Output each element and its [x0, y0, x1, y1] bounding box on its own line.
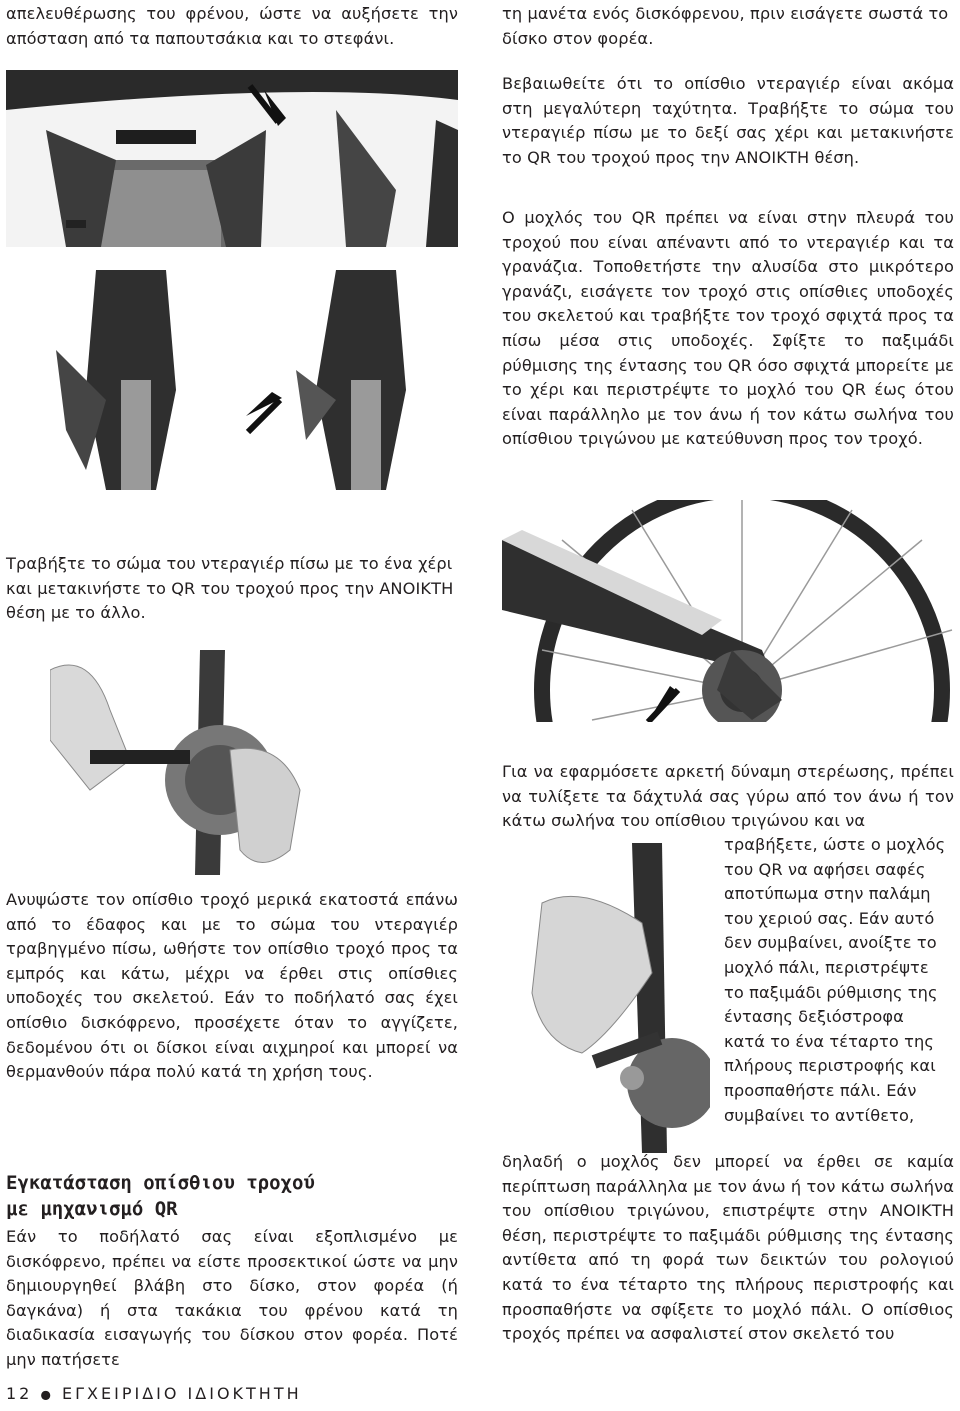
force-side-line: έντασης δεξιόστροφα: [724, 1007, 904, 1027]
force-side-text: [724, 833, 956, 1128]
footer-title: ΕΓΧΕΙΡΙΔΙΟ ΙΔΙΟΚΤΗΤΗ: [62, 1384, 302, 1403]
bullet-separator: ●: [40, 1387, 54, 1402]
force-side-line: το παξιμάδι ρύθμισης της: [724, 982, 938, 1002]
photo-v-brake-release: [6, 70, 458, 247]
page-number: 12: [6, 1384, 33, 1403]
force-side-line: πλήρους περιστροφής και: [724, 1056, 936, 1076]
right-top-text: τη μανέτα ενός δισκόφρενου, πριν εισάγετε σωστά το δίσκο στον φορέα.: [502, 4, 949, 48]
page-footer: [6, 1384, 302, 1403]
photo-hand-qr: [502, 843, 710, 1153]
force-side-line: αποτύπωμα στην παλάμη: [724, 884, 931, 904]
caption-pull-qr: Τραβήξτε το σώμα του ντεραγιέρ πίσω με το ένα χέρι και μετακινήστε το QR του τροχού προς την ΑΝΟΙΚΤΗ θέση με το άλλο.: [6, 554, 454, 623]
section-heading: [6, 1170, 315, 1222]
force-side-line: δεν συμβαίνει, ανοίξτε το: [724, 933, 937, 953]
derailleur-text: Βεβαιωθείτε ότι το οπίσθιο ντεραγιέρ είναι ακόμα στη μεγαλύτερη ταχύτητα. Τραβήξτε το σώμα του ντεραγιέρ πίσω με το δεξί σας χέρι και μετακινήστε το QR του τροχού προς την ΑΝΟΙΚΤΗ θέση.: [502, 74, 954, 167]
heading-line-2: με μηχανισμό QR: [6, 1198, 178, 1220]
photo-rear-wheel: [502, 500, 956, 722]
force-side-line: συμβαίνει το αντίθετο,: [724, 1105, 915, 1125]
force-side-line: του QR να αφήσει σαφές: [724, 859, 926, 879]
force-tail-text: δηλαδή ο μοχλός δεν μπορεί να έρθει σε καμία περίπτωση παράλληλα με τον άνω ή τον κάτω σωλήνα του οπίσθιου τριγώνου, επιστρέψτε στην ΑΝΟΙΚΤΗ θέση, περιστρέψτε το παξιμάδι ρύθμισης της έντασης αντίθετα από τη φορά των δεικτών του ρολογιού κατά το ένα τέταρτο της πλήρους περιστροφής και προσπαθήστε να σφίξετε το μοχλό πάλι. Ο οπίσθιος τροχός πρέπει να ασφαλιστεί στον σκελετό του: [502, 1152, 954, 1344]
heading-line-1: Εγκατάσταση οπίσθιου τροχού: [6, 1172, 315, 1194]
force-side-line: του χεριού σας. Εάν αυτό: [724, 908, 935, 928]
photo-caliper-brake: [6, 270, 458, 490]
force-side-line: μοχλό πάλι, περιστρέψτε: [724, 957, 929, 977]
force-intro-text: Για να εφαρμόσετε αρκετή δύναμη στερέωσης, πρέπει να τυλίξετε τα δάχτυλά σας γύρω από τον άνω ή τον κάτω σωλήνα του οπίσθιου τριγώνου και να: [502, 762, 954, 831]
lever-text: Ο μοχλός του QR πρέπει να είναι στην πλευρά του τροχού που είναι απέναντι από το ντεραγιέρ και τα γρανάζια. Τοποθετήστε την αλυσίδα στο μικρότερο γρανάζι, εισάγετε τον τροχό στις οπίσθιες υποδοχές του σκελετού και τραβήξτε τον τροχό σφιχτά προς τα πίσω μέσα στις υποδοχές. Σφίξτε το παξιμάδι ρύθμισης της έντασης του QR όσο σφιχτά μπορείτε με το χέρι και περιστρέψτε το μοχλό του QR έως ότου είναι παράλληλο με τον άνω ή τον κάτω σωλήνα του οπίσθιου τριγώνου με κατεύθυνση προς τον τροχό.: [502, 208, 954, 449]
force-side-line: προσπαθήστε πάλι. Εάν: [724, 1080, 917, 1100]
lift-wheel-text: Ανυψώστε τον οπίσθιο τροχό μερικά εκατοστά επάνω από το έδαφος και με το σώμα του ντεραγιέρ τραβηγμένο πίσω, ωθήστε τον οπίσθιο τροχό προς τα εμπρός και κάτω, μέχρι να έρθει στις οπίσθιες υποδοχές του σκελετού. Εάν το ποδήλατό σας έχει οπίσθιο δισκόφρενο, προσέχετε όταν το αγγίζετε, δεδομένου ότι οι δίσκοι είναι αιχμηροί και μπορεί να θερμανθούν πάρα πολύ κατά τη χρήση τους.: [6, 890, 458, 1082]
disc-brake-text: Εάν το ποδήλατό σας είναι εξοπλισμένο με δισκόφρενο, πρέπει να είστε προσεκτικοί ώστε να μην δημιουργηθεί βλάβη στο δίσκο, στον φορέα (ή δαγκάνα) ή στα τακάκια του φρένου κατά τη διαδικασία εισαγωγής του δίσκου στον φορέα. Ποτέ μην πατήσετε: [6, 1227, 458, 1369]
force-side-line: κατά το ένα τέταρτο της: [724, 1031, 934, 1051]
left-top-text: απελευθέρωσης του φρένου, ώστε να αυξήσετε την απόσταση από τα παπουτσάκια και το στεφάνι.: [6, 4, 458, 48]
force-side-line: τραβήξετε, ώστε ο μοχλός: [724, 835, 946, 854]
photo-hand-derailleur: [50, 650, 330, 875]
